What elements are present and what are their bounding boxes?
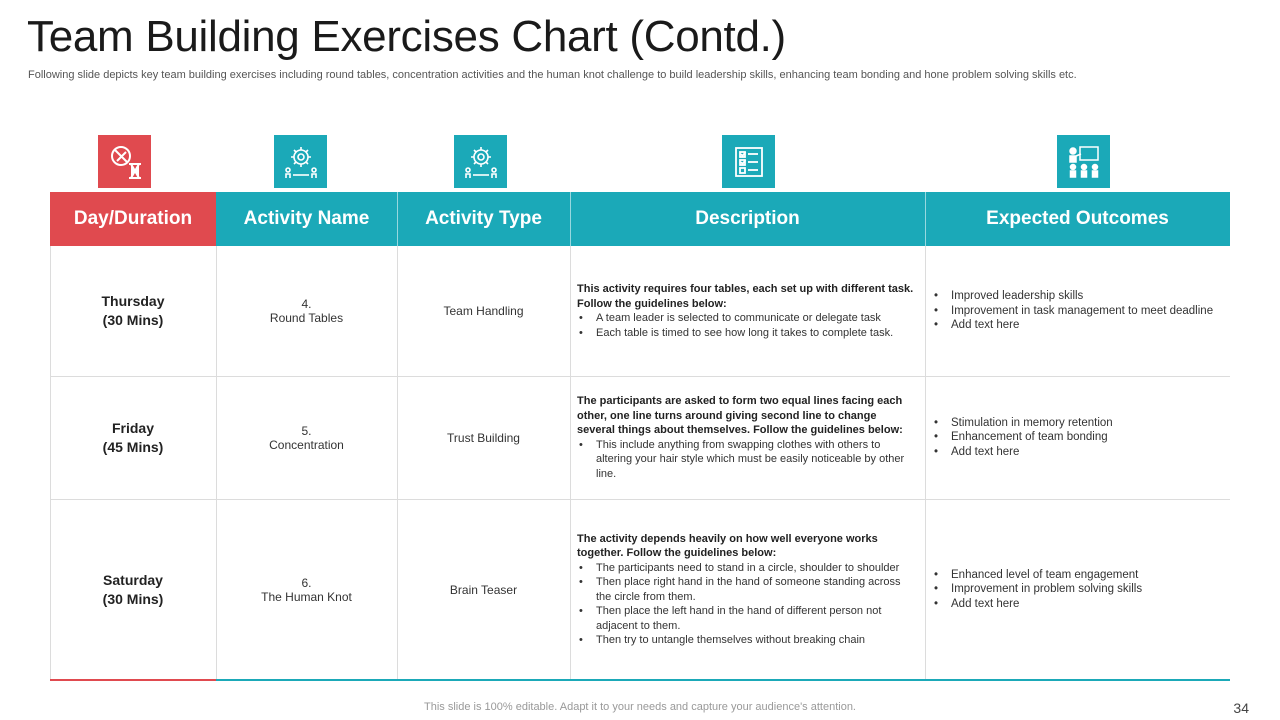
description-bullet: • This include anything from swapping clothes with others to altering your hair style which must be easily noticeable by other line. xyxy=(577,438,915,482)
header-day-duration: Day/Duration xyxy=(50,192,216,246)
activity-name: The Human Knot xyxy=(261,589,352,604)
slide-footer: This slide is 100% editable. Adapt it to your needs and capture your audience's attention. xyxy=(424,701,856,713)
table-row-outcomes xyxy=(925,376,1230,499)
checklist-icon xyxy=(722,135,775,188)
description-bullet: • Then place right hand in the hand of someone standing across the circle from them. xyxy=(577,575,915,604)
table-row-day xyxy=(50,499,216,680)
header-expected-outcomes: Expected Outcomes xyxy=(986,208,1169,229)
description-lead: The participants are asked to form two equal lines facing each other, one line turns around giving second line to change several things about themselves. Follow the guidelines below: xyxy=(577,395,903,436)
activity-name: Round Tables xyxy=(269,311,344,325)
description-lead: This activity requires four tables, each set up with different task. Follow the guidelines below: xyxy=(577,283,914,310)
outcome-bullet: • Stimulation in memory retention xyxy=(932,416,1218,431)
outcome-bullet: • Add text here xyxy=(932,318,1218,333)
description-bullet: • Then try to untangle themselves without breaking chain xyxy=(577,633,915,648)
outcome-bullet: • Improvement in task management to meet deadline xyxy=(932,304,1218,319)
outcome-bullet: • Add text here xyxy=(932,445,1218,460)
team-gear-icon xyxy=(274,135,327,188)
slide-subtitle: Following slide depicts key team building exercises including round tables, concentration activities and the human knot challenge to build leadership skills, enhancing team bonding and hone problem solving skills etc. xyxy=(28,69,1077,81)
table-row-type xyxy=(397,246,570,376)
activity-type: Brain Teaser xyxy=(449,582,518,597)
activity-type: Team Handling xyxy=(443,304,524,318)
header-divider xyxy=(925,192,926,246)
table-row-activity xyxy=(216,376,397,499)
table-row-activity xyxy=(216,246,397,376)
table-row-day xyxy=(50,246,216,376)
table-row-outcomes xyxy=(925,246,1230,376)
table-row-activity xyxy=(216,499,397,680)
duration-label: (45 Mins) xyxy=(102,438,164,455)
header-divider xyxy=(570,192,571,246)
description-bullet: • A team leader is selected to communicate or delegate task xyxy=(577,311,915,326)
table-row-day xyxy=(50,376,216,499)
table-row-description xyxy=(570,246,925,376)
table-row-outcomes xyxy=(925,499,1230,680)
activity-number: 5. xyxy=(301,423,312,438)
outcome-bullet: • Improved leadership skills xyxy=(932,289,1218,304)
description-bullet: • Each table is timed to see how long it takes to complete task. xyxy=(577,326,915,341)
duration-label: (30 Mins) xyxy=(102,312,164,328)
outcome-bullet: • Enhanced level of team engagement xyxy=(932,568,1218,583)
description-lead: The activity depends heavily on how well everyone works together. Follow the guidelines below: xyxy=(577,532,878,559)
day-label: Thursday xyxy=(101,293,165,309)
outcome-bullet: • Improvement in problem solving skills xyxy=(932,582,1218,597)
slide-title: Team Building Exercises Chart (Contd.) xyxy=(27,12,786,61)
table-row-type xyxy=(397,499,570,680)
team-presentation-icon xyxy=(1057,135,1110,188)
outcome-bullet: • Enhancement of team bonding xyxy=(932,430,1218,445)
page-number: 34 xyxy=(1233,700,1249,716)
duration-label: (30 Mins) xyxy=(102,590,164,607)
header-activity-name: Activity Name xyxy=(243,208,370,229)
activity-number: 4. xyxy=(301,297,312,311)
activity-number: 6. xyxy=(301,575,312,590)
table-row-description xyxy=(570,376,925,499)
header-activity-type: Activity Type xyxy=(425,208,542,229)
team-gear-icon-2 xyxy=(454,135,507,188)
table-row-type xyxy=(397,376,570,499)
activity-type: Trust Building xyxy=(447,430,520,445)
day-label: Friday xyxy=(111,419,154,436)
header-description: Description xyxy=(695,208,800,229)
header-divider xyxy=(397,192,398,246)
hourglass-puzzle-icon xyxy=(98,135,151,188)
activity-name: Concentration xyxy=(269,437,344,452)
table-row-description xyxy=(570,499,925,680)
description-bullet: • Then place the left hand in the hand of different person not adjacent to them. xyxy=(577,604,915,633)
day-label: Saturday xyxy=(103,571,163,588)
description-bullet: • The participants need to stand in a circle, shoulder to shoulder xyxy=(577,561,915,576)
outcome-bullet: • Add text here xyxy=(932,597,1218,612)
